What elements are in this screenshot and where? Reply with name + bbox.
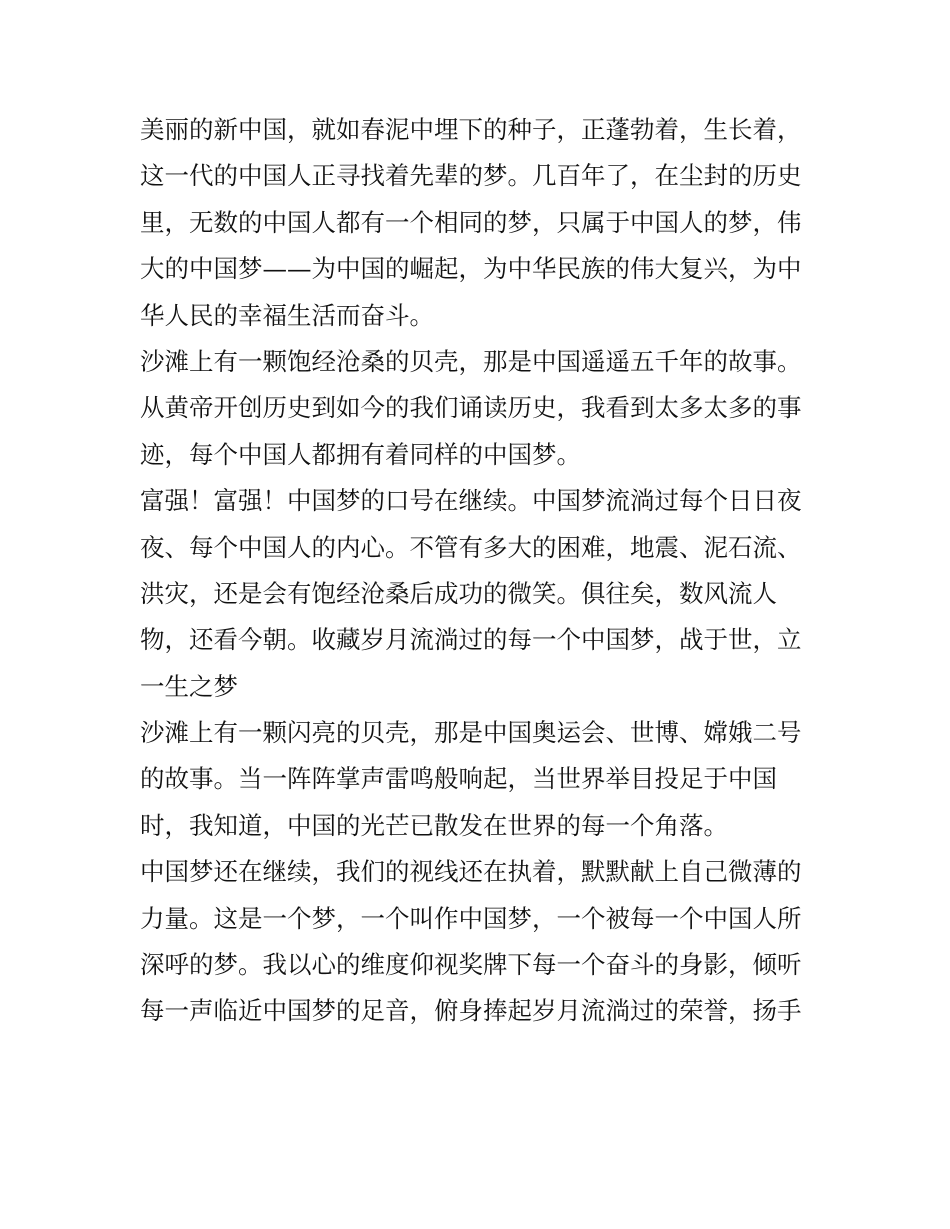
text-line-8: 迹，每个中国人都拥有着同样的中国梦。 (140, 439, 581, 469)
text-line-15: 的故事。当一阵阵掌声雷鸣般响起，当世界举目投足于中国 (140, 764, 777, 794)
text-line-6: 沙滩上有一颗饱经沧桑的贝壳，那是中国遥遥五千年的故事。 (140, 346, 802, 376)
essay-text (140, 107, 820, 1035)
text-line-16: 时，我知道，中国的光芒已散发在世界的每一个角落。 (140, 810, 728, 840)
text-line-17: 中国梦还在继续，我们的视线还在执着，默默献上自己微薄的 (140, 857, 802, 887)
text-line-3: 里，无数的中国人都有一个相同的梦，只属于中国人的梦，伟 (140, 207, 802, 237)
text-line-20: 每一声临近中国梦的足音，俯身捧起岁月流淌过的荣誉，扬手 (140, 996, 802, 1026)
text-line-5: 华人民的幸福生活而奋斗。 (140, 300, 434, 330)
text-line-11: 洪灾，还是会有饱经沧桑后成功的微笑。俱往矣，数风流人 (140, 578, 777, 608)
text-line-14: 沙滩上有一颗闪亮的贝壳，那是中国奥运会、世博、嫦娥二号 (140, 718, 802, 748)
text-line-2: 这一代的中国人正寻找着先辈的梦。几百年了，在尘封的历史 (140, 161, 802, 191)
text-line-10: 夜、每个中国人的内心。不管有多大的困难，地震、泥石流、 (140, 532, 802, 562)
text-line-12: 物，还看今朝。收藏岁月流淌过的每一个中国梦，战于世，立 (140, 625, 802, 655)
text-line-13: 一生之梦 (140, 671, 238, 701)
text-line-7: 从黄帝开创历史到如今的我们诵读历史，我看到太多太多的事 (140, 393, 802, 423)
text-line-18: 力量。这是一个梦，一个叫作中国梦，一个被每一个中国人所 (140, 903, 802, 933)
text-line-4: 大的中国梦——为中国的崛起，为中华民族的伟大复兴，为中 (140, 254, 802, 284)
text-line-19: 深呼的梦。我以心的维度仰视奖牌下每一个奋斗的身影，倾听 (140, 950, 802, 980)
text-line-1: 美丽的新中国，就如春泥中埋下的种子，正蓬勃着，生长着， (140, 115, 802, 144)
text-line-9: 富强！富强！中国梦的口号在继续。中国梦流淌过每个日日夜 (140, 486, 802, 516)
